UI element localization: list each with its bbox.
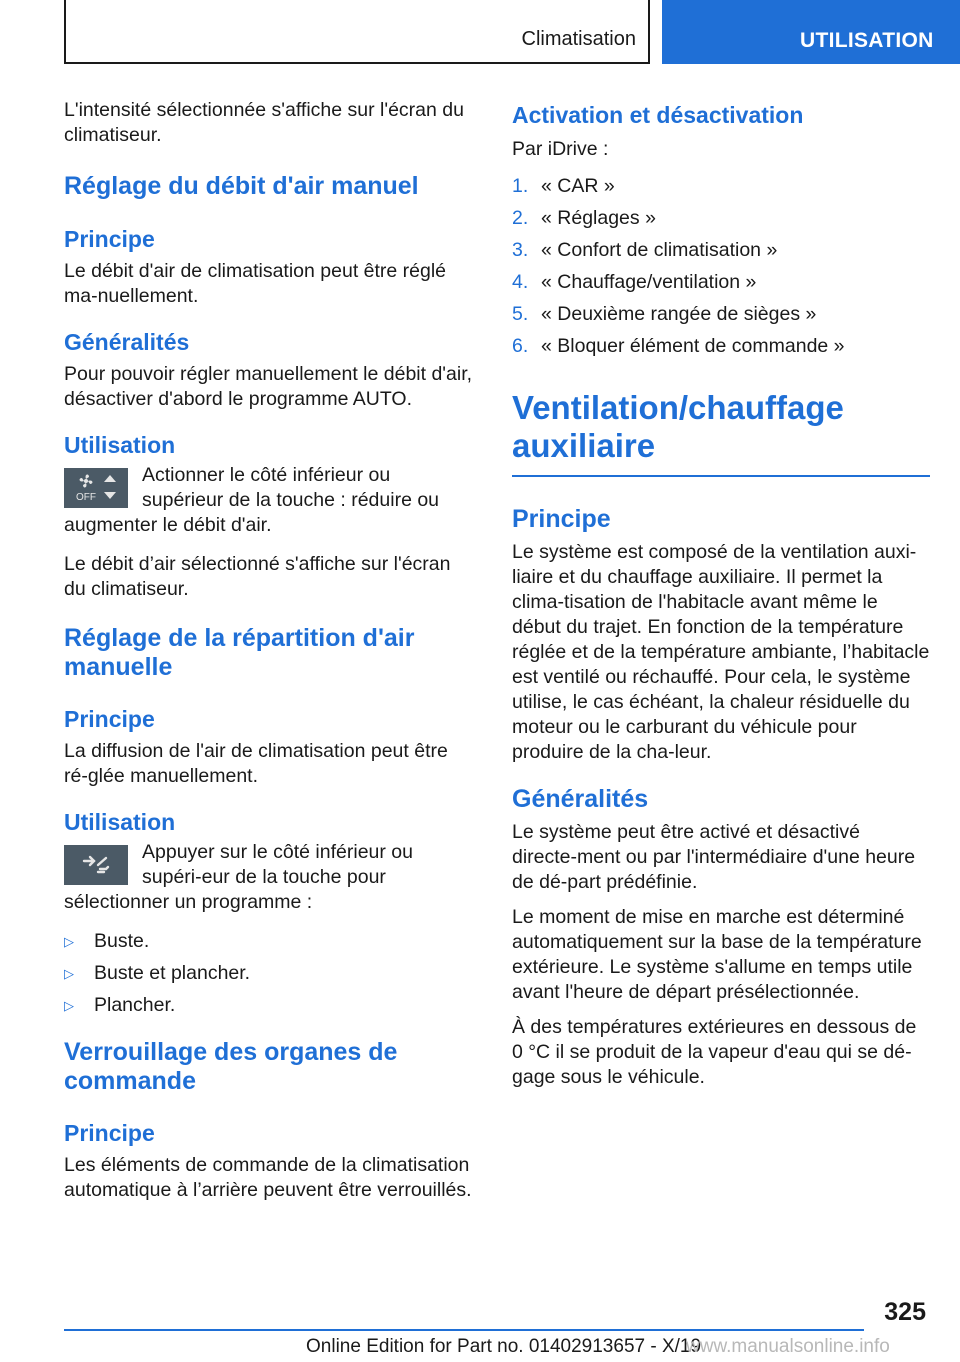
svg-text:OFF: OFF xyxy=(76,492,96,503)
generalites-heading-right: Généralités xyxy=(512,785,649,813)
list-item: 5. « Deuxième rangée de sièges » xyxy=(512,303,817,325)
right-column xyxy=(512,98,930,1100)
principe-heading-right: Principe xyxy=(512,505,611,533)
generalites-text: Pour pouvoir régler manuellement le débit d'air, désactiver d'abord le programme AUTO. xyxy=(64,363,473,410)
list-item: 6. « Bloquer élément de commande » xyxy=(512,335,845,357)
triangle-right-icon: ▷ xyxy=(64,966,74,981)
heading-rule xyxy=(512,475,930,477)
air-distribution-icon xyxy=(64,845,128,885)
page-number: 325 xyxy=(884,1298,926,1326)
generalites-heading: Généralités xyxy=(64,329,190,355)
principe-text-right: Le système est composé de la ventilation auxi‐liaire et du chauffage auxiliaire. Il permet la clima‐tisation de l'habitacle avant même le début du trajet. En fonction de la température réglée et de la température ambiante, l’habitacle est ventilé ou réchauffé. Pour cela, le système utilise, le cas échéant, la chaleur résiduelle du moteur ou le carburant du véhicule pour produire de la cha‐leur. xyxy=(512,541,930,763)
utilisation-heading: Utilisation xyxy=(64,432,176,458)
section-manual-airflow-title: Réglage du débit d'air manuel xyxy=(64,172,419,200)
generalites-text-2: Le moment de mise en marche est déterminé automatiquement sur la base de la température extérieure. Le système s'allume en temps utile avant l'heure de départ présélectionnée. xyxy=(512,906,922,1003)
intro-text: L'intensité sélectionnée s'affiche sur l'écran du climatiseur. xyxy=(64,99,464,146)
utilisation-heading-2: Utilisation xyxy=(64,809,176,835)
watermark: www.manualsonline.info xyxy=(686,1336,890,1357)
footer-rule xyxy=(64,1329,864,1331)
list-item: 3. « Confort de climatisation » xyxy=(512,239,778,261)
left-column xyxy=(64,98,476,1213)
list-item: 2. « Réglages » xyxy=(512,207,656,229)
generalites-text-3: À des températures extérieures en dessous de 0 °C il se produit de la vapeur d'eau qui se dé‐gage sous le véhicule. xyxy=(512,1016,917,1088)
principe-heading-3: Principe xyxy=(64,1120,155,1146)
principe-text: Le débit d'air de climatisation peut être réglé ma‐nuellement. xyxy=(64,260,447,307)
utilisation-text-2: Le débit d’air sélectionné s'affiche sur l'écran du climatiseur. xyxy=(64,553,451,600)
activation-heading: Activation et désactivation xyxy=(512,102,804,128)
generalites-text-1: Le système peut être activé et désactivé directe‐ment ou par l'intermédiaire d'une heure de dé‐part prédéfinie. xyxy=(512,821,916,893)
fan-off-up-down-icon xyxy=(64,468,128,508)
principe-heading: Principe xyxy=(64,226,155,252)
page-header xyxy=(0,0,960,66)
triangle-right-icon: ▷ xyxy=(64,998,74,1013)
triangle-right-icon: ▷ xyxy=(64,934,74,949)
chapter-box xyxy=(64,0,650,64)
section-air-distribution-title: Réglage de la répartition d'air manuelle xyxy=(64,624,415,681)
list-item: ▷ Buste et plancher. xyxy=(64,962,251,984)
chapter-title: Climatisation xyxy=(521,28,636,50)
list-item: ▷ Buste. xyxy=(64,930,150,952)
list-item: 1. « CAR » xyxy=(512,175,615,197)
activation-text: Par iDrive : xyxy=(512,138,609,160)
section-tab xyxy=(662,0,960,64)
edition-text: Online Edition for Part no. 01402913657 - X/19 xyxy=(306,1336,702,1357)
program-list xyxy=(64,929,476,1018)
utilisation-text: Actionner le côté inférieur ou supérieur de la touche : réduire ou augmenter le débit d'air. xyxy=(64,464,440,536)
section-lock-controls-title: Verrouillage des organes de commande xyxy=(64,1038,398,1095)
list-item: ▷ Plancher. xyxy=(64,994,176,1016)
principe-heading-2: Principe xyxy=(64,706,155,732)
list-item: 4. « Chauffage/ventilation » xyxy=(512,271,757,293)
section-title: UTILISATION xyxy=(800,29,934,52)
principe-text-3: Les éléments de commande de la climatisation automatique à l’arrière peuvent être verrouillés. xyxy=(64,1154,472,1201)
utilisation-text-3: Appuyer sur le côté inférieur ou supéri‐eur de la touche pour sélectionner un programme : xyxy=(64,841,413,913)
chapter-heading: Ventilation/chauffage auxiliaire xyxy=(512,389,844,464)
principe-text-2: La diffusion de l'air de climatisation peut être ré‐glée manuellement. xyxy=(64,740,448,787)
idrive-steps xyxy=(512,174,930,359)
